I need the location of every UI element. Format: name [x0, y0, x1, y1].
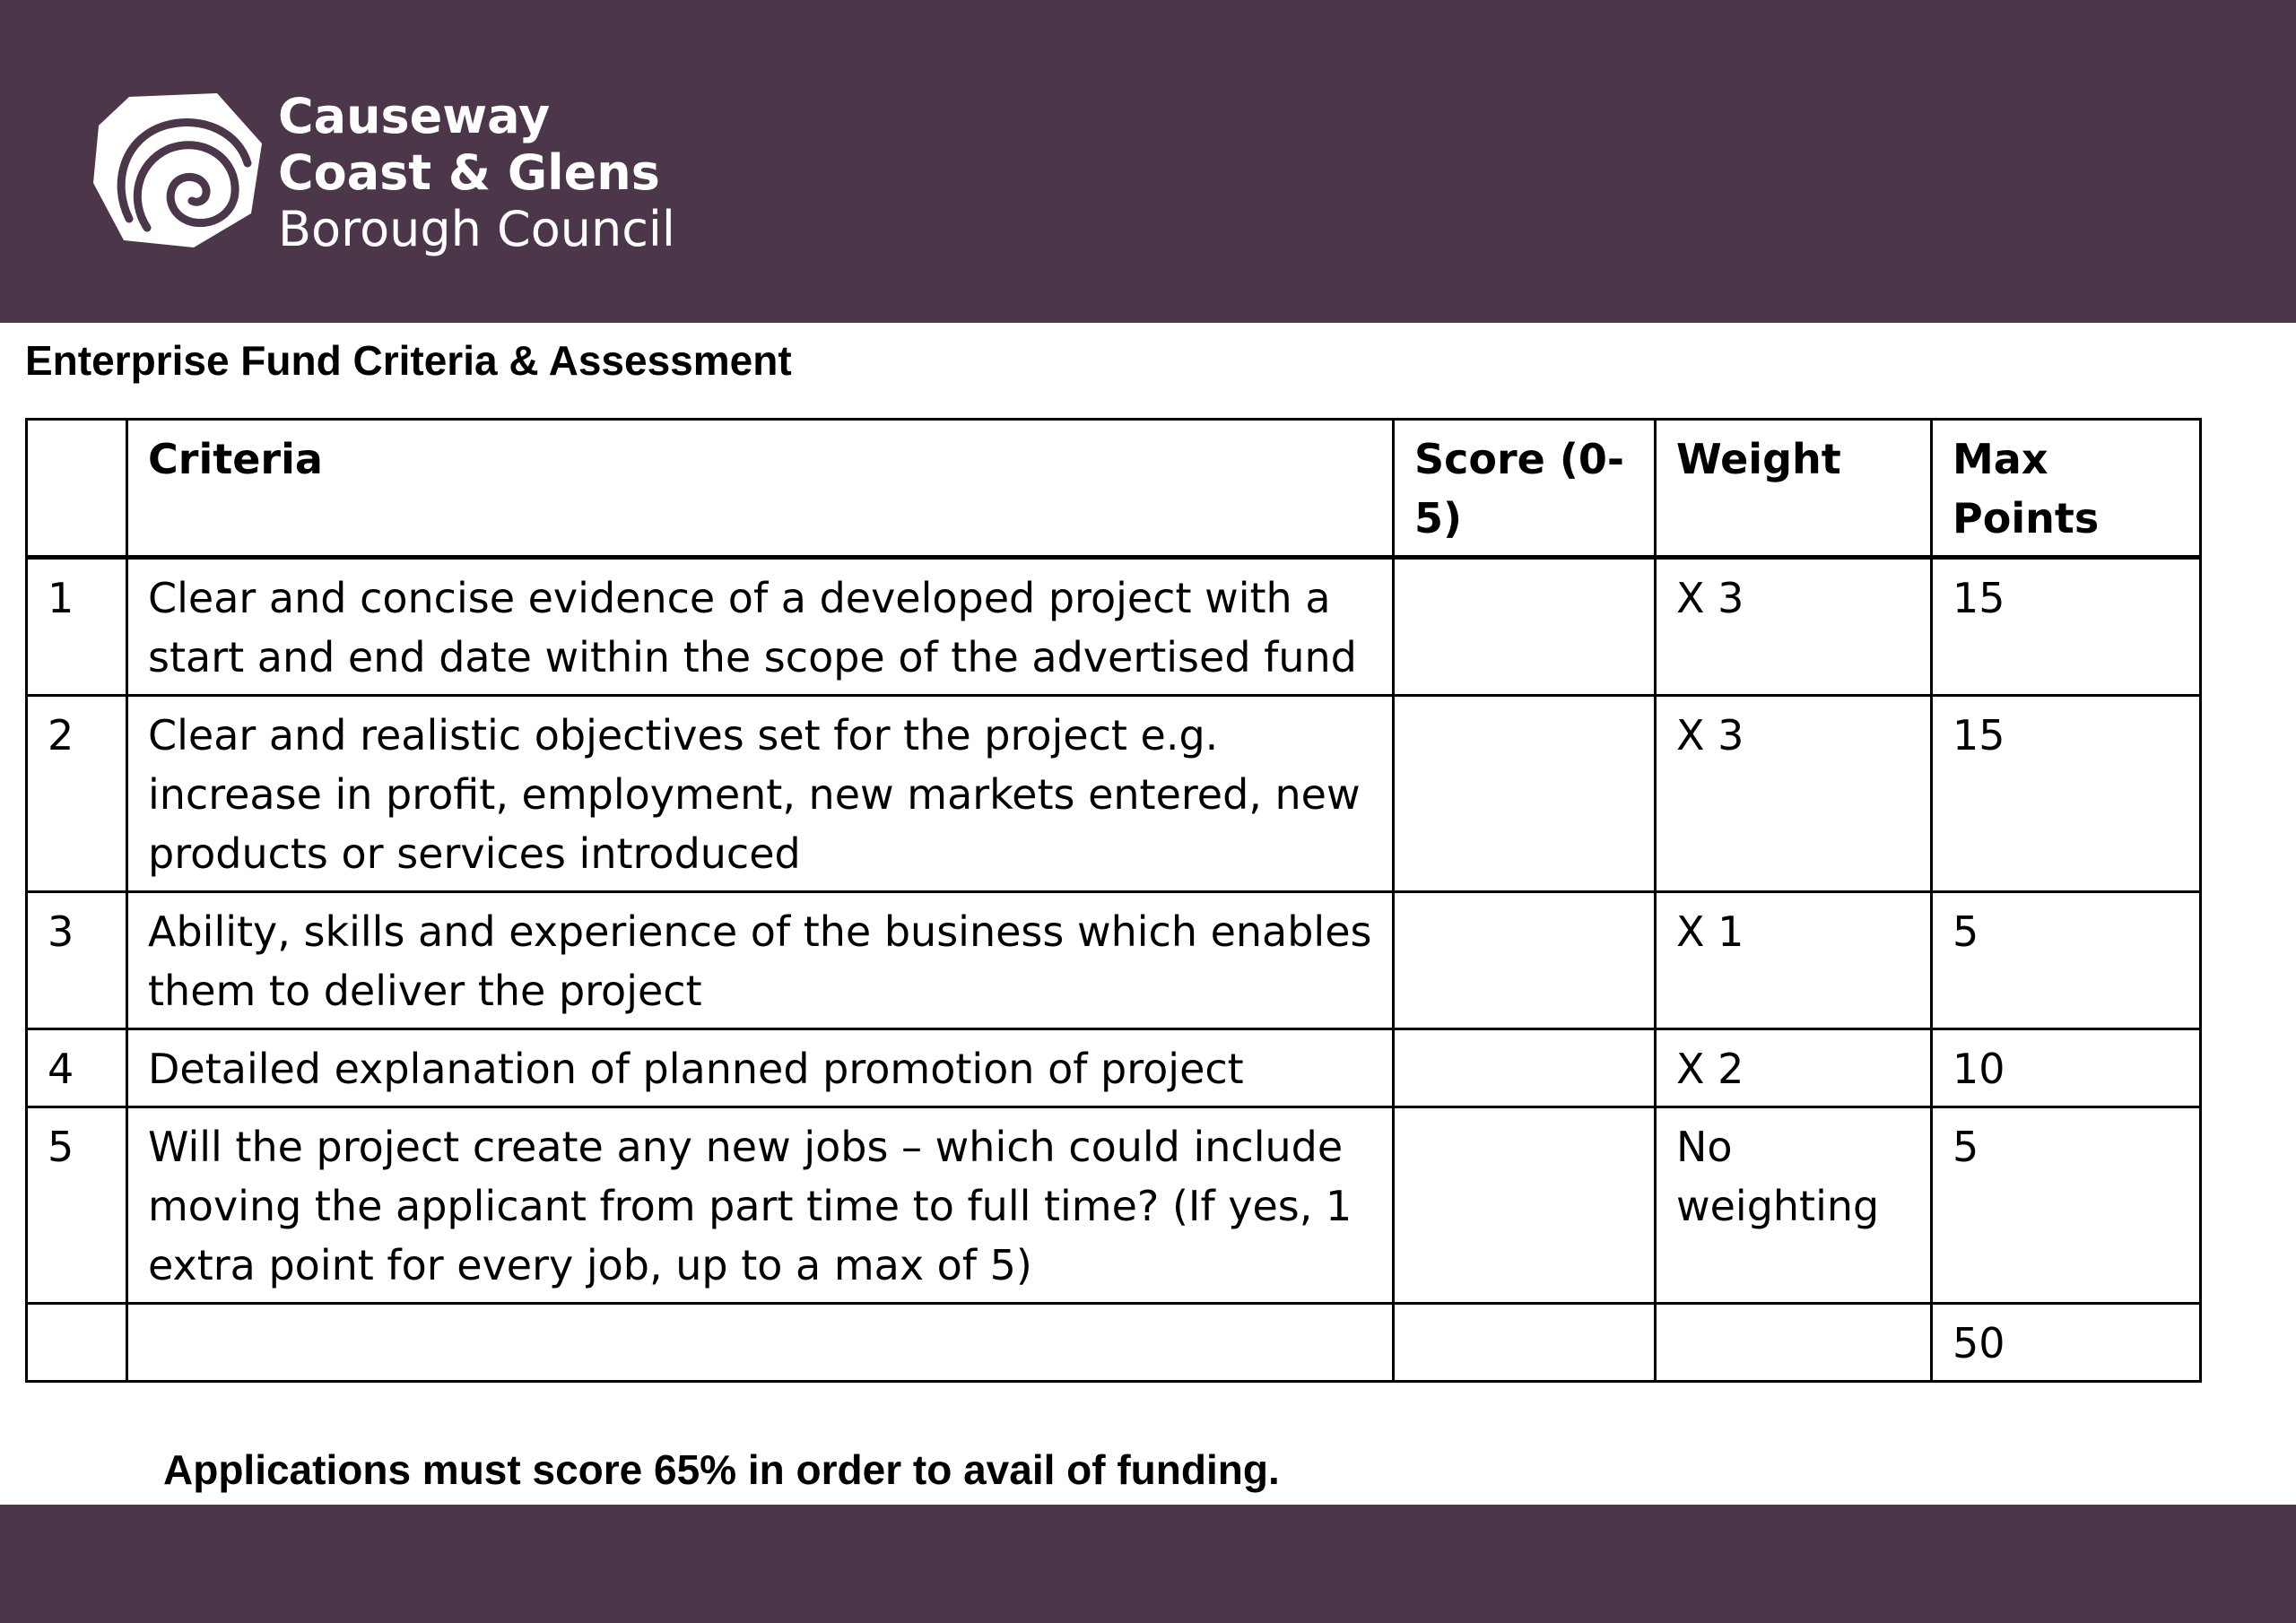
funding-threshold-note: Applications must score 65% in order to avail of funding. — [163, 1446, 1280, 1493]
row-weight: X 2 — [1656, 1029, 1932, 1107]
criteria-table — [25, 418, 2202, 1383]
header-score: Score (0-5) — [1394, 420, 1656, 558]
row-weight: No weighting — [1656, 1107, 1932, 1304]
header-weight: Weight — [1656, 420, 1932, 558]
total-criteria — [127, 1304, 1394, 1382]
header-criteria: Criteria — [127, 420, 1394, 558]
row-number: 5 — [27, 1107, 127, 1304]
row-number: 3 — [27, 892, 127, 1029]
row-weight: X 1 — [1656, 892, 1932, 1029]
logo-line-3: Borough Council — [278, 201, 675, 257]
table-total-row — [27, 1304, 2201, 1382]
council-logo-icon — [93, 93, 264, 249]
header-num — [27, 420, 127, 558]
logo-line-2: Coast & Glens — [278, 144, 660, 201]
row-number: 2 — [27, 696, 127, 892]
row-max-points: 10 — [1932, 1029, 2201, 1107]
table-header-row — [27, 420, 2201, 558]
row-criteria: Clear and concise evidence of a developed project with a start and end date within the scope of the advertised fund — [127, 558, 1394, 696]
row-max-points: 5 — [1932, 892, 2201, 1029]
total-weight — [1656, 1304, 1932, 1382]
total-max-points: 50 — [1932, 1304, 2201, 1382]
footer-banner — [0, 1505, 2296, 1623]
row-weight: X 3 — [1656, 558, 1932, 696]
row-score — [1394, 892, 1656, 1029]
header-banner — [0, 0, 2296, 323]
table-row — [27, 892, 2201, 1029]
total-number — [27, 1304, 127, 1382]
table-row — [27, 1029, 2201, 1107]
row-number: 4 — [27, 1029, 127, 1107]
total-score — [1394, 1304, 1656, 1382]
row-score — [1394, 696, 1656, 892]
row-score — [1394, 1029, 1656, 1107]
row-criteria: Detailed explanation of planned promotion of project — [127, 1029, 1394, 1107]
row-score — [1394, 558, 1656, 696]
row-criteria: Will the project create any new jobs – which could include moving the applicant from part time to full time? (If yes, 1 extra point for every job, up to a max of 5) — [127, 1107, 1394, 1304]
council-logo-wordmark — [278, 88, 675, 257]
row-criteria: Ability, skills and experience of the business which enables them to deliver the project — [127, 892, 1394, 1029]
document-title: Enterprise Fund Criteria & Assessment — [25, 337, 792, 384]
table-row — [27, 558, 2201, 696]
logo-line-1: Causeway — [278, 88, 551, 144]
row-max-points: 5 — [1932, 1107, 2201, 1304]
table-row — [27, 696, 2201, 892]
row-number: 1 — [27, 558, 127, 696]
table-row — [27, 1107, 2201, 1304]
row-criteria: Clear and realistic objectives set for the project e.g. increase in profit, employment, new markets entered, new products or services introduced — [127, 696, 1394, 892]
header-max-points: Max Points — [1932, 420, 2201, 558]
row-weight: X 3 — [1656, 696, 1932, 892]
row-max-points: 15 — [1932, 696, 2201, 892]
row-score — [1394, 1107, 1656, 1304]
row-max-points: 15 — [1932, 558, 2201, 696]
